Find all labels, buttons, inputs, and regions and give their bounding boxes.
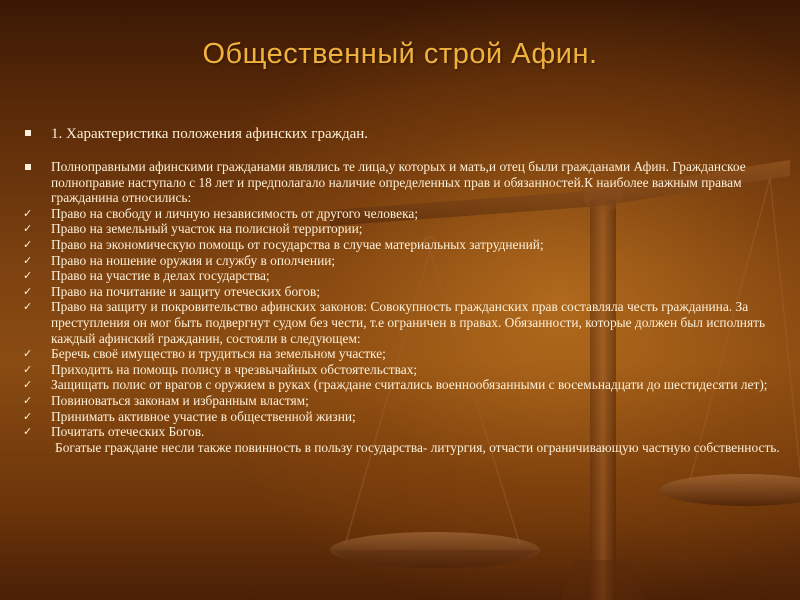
duty-text: Принимать активное участие в общественной жизни;	[51, 408, 356, 424]
scale-right-pan	[660, 474, 800, 506]
list-item	[22, 393, 780, 409]
checkmark-icon: ✓	[23, 394, 33, 407]
checkmark-icon: ✓	[23, 285, 33, 298]
list-item	[22, 237, 780, 253]
intro-text: Полноправными афинскими гражданами являлись те лица,у которых и мать,и отец были гражданами Афин. Гражданское полноправие наступало с 18 лет и предполагало наличие определенных прав и обязанностей.К наиболее важным правам гражданина относились:	[51, 159, 746, 206]
list-item	[22, 253, 780, 269]
list-item	[22, 268, 780, 284]
checkmark-icon: ✓	[23, 270, 33, 283]
right-text: Право на земельный участок на полисной территории;	[51, 221, 363, 237]
duty-text: Беречь своё имущество и трудиться на земельном участке;	[51, 346, 386, 362]
list-item	[22, 206, 780, 222]
checkmark-icon: ✓	[23, 207, 33, 220]
list-item	[22, 409, 780, 425]
list-item	[22, 424, 780, 440]
checkmark-icon: ✓	[23, 301, 33, 314]
duty-text: Защищать полис от врагов с оружием в руках (граждане считались военнообязанными с восемьнадцати до шестидесяти лет);	[51, 377, 768, 393]
right-text: Право на свободу и личную независимость от другого человека;	[51, 205, 419, 221]
checkmark-icon: ✓	[23, 410, 33, 423]
list-item-heading	[22, 125, 780, 143]
checkmark-icon: ✓	[23, 379, 33, 392]
checkmark-icon: ✓	[23, 348, 33, 361]
right-text: Право на ношение оружия и службу в ополчении;	[51, 252, 336, 268]
closing-paragraph	[22, 440, 780, 456]
right-text: Право на почитание и защиту отеческих богов;	[51, 283, 321, 299]
list-item	[22, 284, 780, 300]
list-item	[22, 377, 780, 393]
checkmark-icon: ✓	[23, 254, 33, 267]
slide-content	[22, 125, 780, 455]
duty-text: Приходить на помощь полису в чрезвычайных обстоятельствах;	[51, 361, 418, 377]
list-item	[22, 221, 780, 237]
slide-title: Общественный строй Афин.	[202, 38, 598, 70]
duty-text: Повиноваться законам и избранным властям;	[51, 392, 309, 408]
list-item	[22, 299, 780, 346]
checkmark-icon: ✓	[23, 426, 33, 439]
checkmark-icon: ✓	[23, 238, 33, 251]
right-text: Право на защиту и покровительство афинских законов: Совокупность гражданских прав составляла честь гражданина. За преступления он мог быть подвергнут судом без чести, т.е ограничен в правах. Обязанности, которые должен был исполнять каждый афинский гражданин, состояли в следующем:	[51, 299, 766, 346]
section-heading: 1. Характеристика положения афинских граждан.	[51, 126, 369, 142]
closing-text: Богатые граждане несли также повинность в пользу государства- литургия, отчасти ограничивающую частную собственность.	[55, 439, 780, 455]
list-item	[22, 362, 780, 378]
list-item-intro	[22, 159, 780, 206]
right-text: Право на экономическую помощь от государства в случае материальных затруднений;	[51, 236, 544, 252]
checkmark-icon: ✓	[23, 363, 33, 376]
list-item	[22, 346, 780, 362]
duty-text: Почитать отеческих Богов.	[51, 424, 205, 440]
right-text: Право на участие в делах государства;	[51, 268, 270, 284]
checkmark-icon: ✓	[23, 223, 33, 236]
